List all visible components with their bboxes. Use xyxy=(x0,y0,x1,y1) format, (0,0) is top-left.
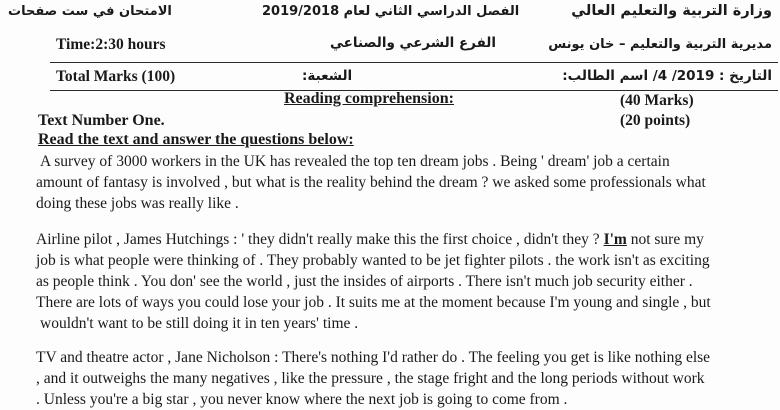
paragraph-line: There are lots of ways you could lose your job . It suits me at the moment because I'm young and single , but xyxy=(36,294,711,311)
paragraph-line: A survey of 3000 workers in the UK has revealed the top ten dream jobs . Being ' dream' job a certain xyxy=(40,153,670,170)
paragraph-3 xyxy=(36,347,776,410)
paragraph-line-end: not sure my xyxy=(626,231,704,248)
ministry-label: وزارة التربية والتعليم العالي xyxy=(571,3,772,19)
paragraph-line: job is what people were thinking of . They probably wanted to be jet fighter pilots . the work isn't as exciting xyxy=(36,252,710,269)
section-field: الشعبة: xyxy=(302,68,353,84)
paragraph-line: . Unless you're a big star , you never know where the next job is going to come from . xyxy=(36,391,568,408)
time-label: Time:2:30 hours xyxy=(56,36,166,53)
paragraph-line: doing these jobs was really like . xyxy=(36,195,239,212)
directorate-label: مديرية التربية والتعليم – خان يونس xyxy=(548,37,772,52)
exam-pages-note: الامتحان في ست صفحات xyxy=(8,4,172,19)
paragraph-line: , and it outweighs the many negatives , like the pressure , the stage fright and the long periods without work xyxy=(36,370,705,387)
paragraph-line: as people think . You don' see the world , just the insides of airports . There isn't much job security either . xyxy=(36,273,693,290)
total-marks-label: Total Marks (100) xyxy=(56,68,176,85)
reading-comprehension-title: Reading comprehension: xyxy=(284,90,454,107)
text-points: (20 points) xyxy=(620,112,691,129)
paragraph-line xyxy=(36,229,776,250)
paragraph-line: TV and theatre actor , Jane Nicholson : There's nothing I'd rather do . The feeling you get is like nothing else xyxy=(36,349,711,366)
paragraph-1 xyxy=(36,151,780,214)
date-name-field: التاريخ : 2019/ 4/ اسم الطالب: xyxy=(562,68,772,84)
paragraph-2 xyxy=(36,229,776,334)
paragraph-line: wouldn't want to be still doing it in ten years' time . xyxy=(40,315,359,332)
instruction-text: Read the text and answer the questions below: xyxy=(38,131,354,148)
emphasized-word: I'm xyxy=(603,231,627,248)
text-number-label: Text Number One. xyxy=(38,112,165,129)
branch-label: الفرع الشرعي والصناعي xyxy=(330,35,496,51)
paragraph-line-start: Airline pilot , James Hutchings : ' they didn't really make this the first choice , didn't they ? xyxy=(36,231,604,248)
semester-label: الفصل الدراسي الثاني لعام 2019/2018 xyxy=(262,4,520,19)
section-marks: (40 Marks) xyxy=(620,92,694,109)
header-divider-1 xyxy=(50,62,778,63)
paragraph-line: amount of fantasy is involved , but what is the reality behind the dream ? we asked some professionals what xyxy=(36,174,706,191)
